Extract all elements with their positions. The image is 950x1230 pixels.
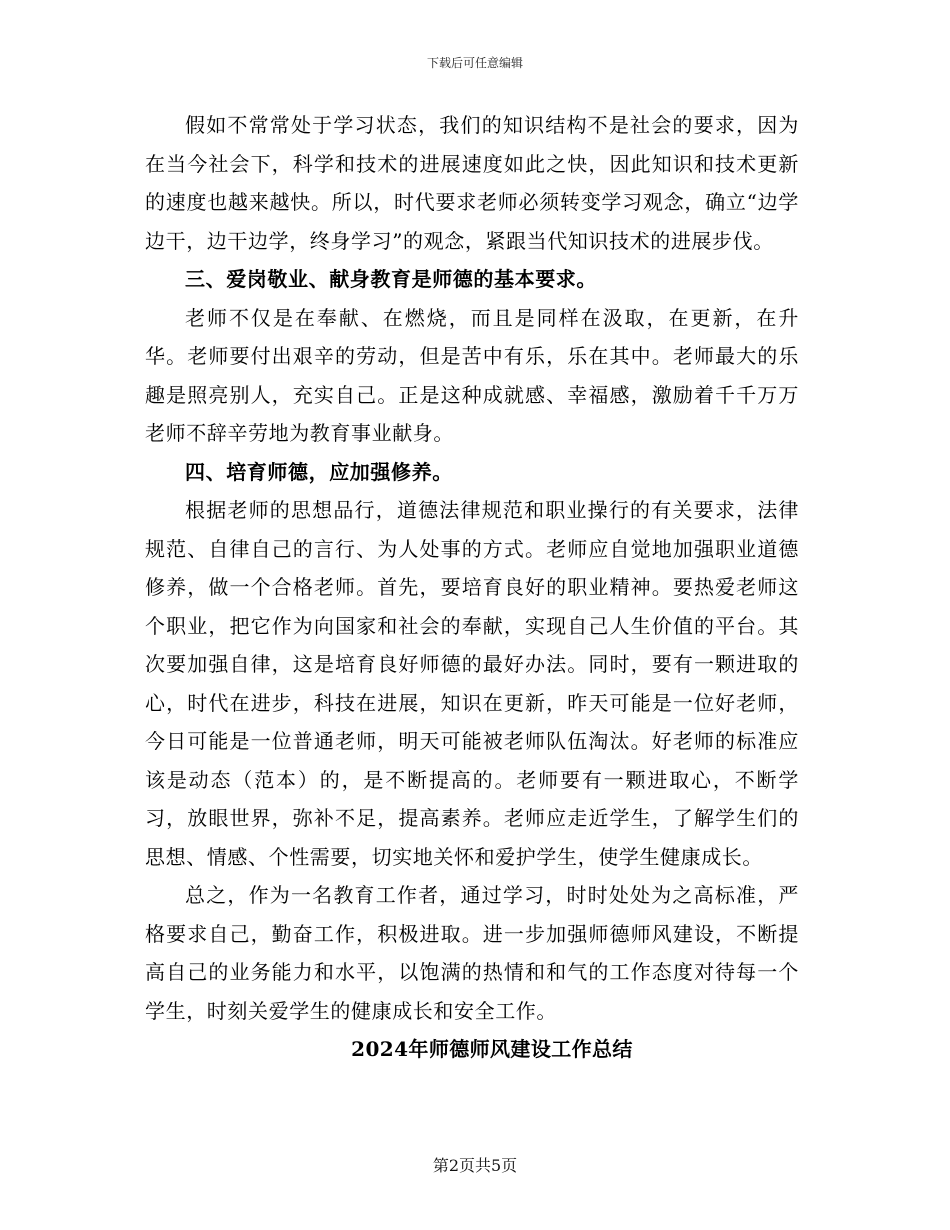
page-number-footer: 第2页共5页 [432, 1156, 518, 1175]
section-heading-4: 四、培育师德，应加强修养。 [185, 459, 453, 484]
section-heading-3: 三、爱岗敬业、献身教育是师德的基本要求。 [185, 267, 597, 291]
paragraph-dedication: 老师不仅是在奉献、在燃烧，而且是同样在汲取，在更新，在升华。老师要付出艰辛的劳动，但是苦中有乐，乐在其中。老师最大的乐趣是照亮别人，充实自己。正是这种成就感、幸福感，激励着千千万万老师不辞辛劳地为教育事业献身。 [145, 305, 799, 445]
paragraph-conclusion: 总之，作为一名教育工作者，通过学习，时时处处为之高标准，严格要求自己，勤奋工作，积极进取。进一步加强师德师风建设，不断提高自己的业务能力和水平，以饱满的热情和和气的工作态度对待每一个学生，时刻关爱学生的健康成长和安全工作。 [145, 883, 799, 1023]
paragraph-cultivation: 根据老师的思想品行，道德法律规范和职业操行的有关要求，法律规范、自律自己的言行、为人处事的方式。老师应自觉地加强职业道德修养，做一个合格老师。首先，要培育良好的职业精神。要热爱老师这个职业，把它作为向国家和社会的奉献，实现自己人生价值的平台。其次要加强自律，这是培育良好师德的最好办法。同时，要有一颗进取的心，时代在进步，科技在进展，知识在更新，昨天可能是一位好老师，今日可能是一位普通老师，明天可能被老师队伍淘汰。好老师的标准应该是动态（范本）的，是不断提高的。老师要有一颗进取心，不断学习，放眼世界，弥补不足，提高素养。老师应走近学生，了解学生们的思想、情感、个性需要，切实地关怀和爱护学生，使学生健康成长。 [145, 498, 799, 869]
paragraph-learning: 假如不常常处于学习状态，我们的知识结构不是社会的要求，因为在当今社会下，科学和技术的进展速度如此之快，因此知识和技术更新的速度也越来越快。所以，时代要求老师必须转变学习观念，确立“边学边干，边干边学，终身学习”的观念，紧跟当代知识技术的进展步伐。 [145, 113, 799, 253]
document-body [145, 106, 799, 1069]
next-document-title: 2024年师德师风建设工作总结 [351, 1037, 633, 1061]
page-header: 下载后可任意编辑 [426, 56, 523, 70]
